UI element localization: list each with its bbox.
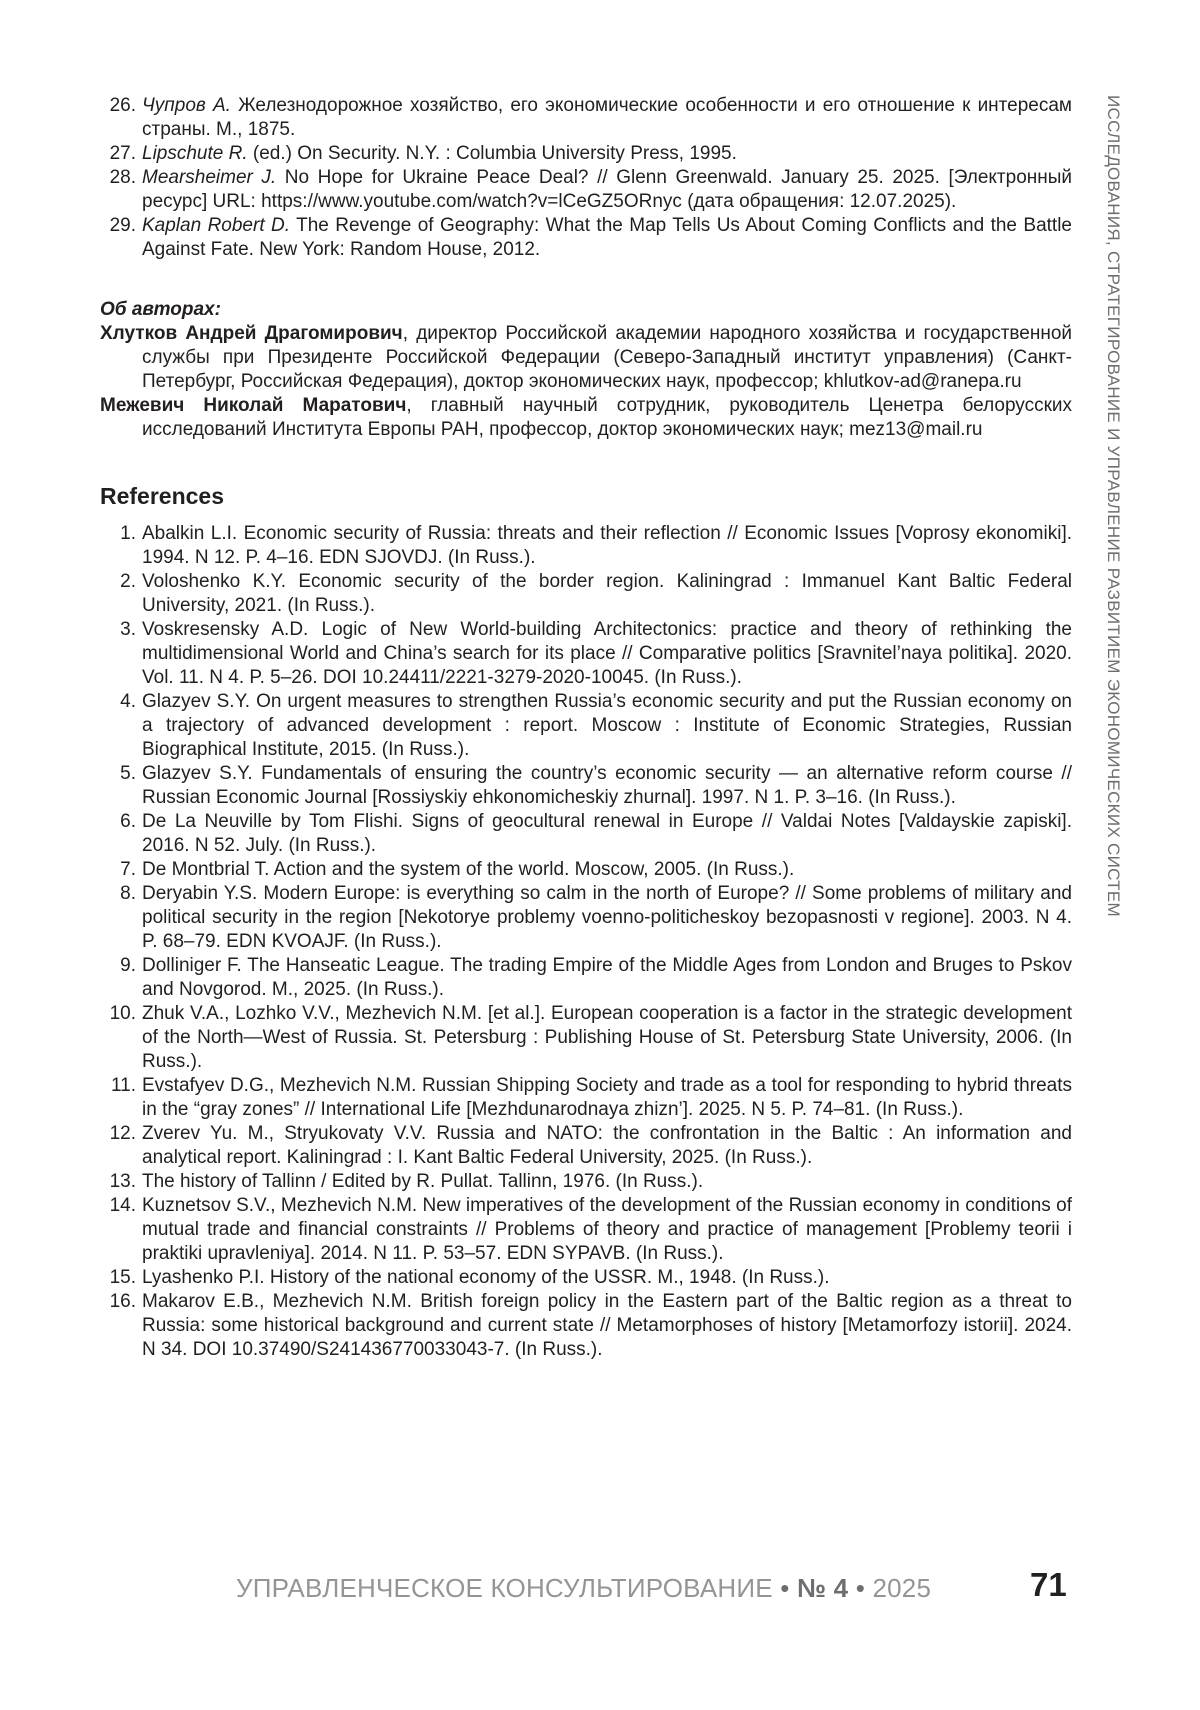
reference-number: 29. bbox=[109, 215, 136, 236]
list-item bbox=[100, 810, 1072, 858]
reference-text: Abalkin L.I. Economic security of Russia: threats and their reflection // Economic Issues [Voprosy ekonomiki]. 1994. N 12. P. 4–16. EDN SJOVDJ. (In Russ.). bbox=[142, 523, 1072, 568]
reference-text: Dolliniger F. The Hanseatic League. The trading Empire of the Middle Ages from London and Bruges to Pskov and Novgorod. M., 2025. (In Russ.). bbox=[142, 955, 1072, 1000]
reference-text: Evstafyev D.G., Mezhevich N.M. Russian Shipping Society and trade as a tool for responding to hybrid threats in the “gray zones” // International Life [Mezhdunarodnaya zhizn’]. 2025. N 5. P. 74–81. (In Russ.). bbox=[142, 1075, 1072, 1120]
reference-number: 12. bbox=[109, 1123, 136, 1144]
page-content bbox=[100, 94, 1072, 1362]
reference-author: Lipschute R. bbox=[142, 143, 248, 164]
list-item bbox=[100, 1002, 1072, 1074]
list-item bbox=[100, 762, 1072, 810]
reference-text: The Revenge of Geography: What the Map Tells Us About Coming Conflicts and the Battle Against Fate. New York: Random House, 2012. bbox=[142, 215, 1072, 260]
side-section-title: ИССЛЕДОВАНИЯ, СТРАТЕГИРОВАНИЕ И УПРАВЛЕНИЕ РАЗВИТИЕМ ЭКОНОМИЧЕСКИХ СИСТЕМ bbox=[1104, 95, 1123, 917]
list-item bbox=[100, 1074, 1072, 1122]
reference-text: Deryabin Y.S. Modern Europe: is everything so calm in the north of Europe? // Some problems of military and political security in the region [Nekotorye problemy voenno-politicheskoy bezopasnosti v regione]. 2003. N 4. P. 68–79. EDN KVOAJF. (In Russ.). bbox=[142, 883, 1072, 952]
list-item bbox=[100, 1290, 1072, 1362]
list-item bbox=[100, 1266, 1072, 1290]
issue-number: № 4 bbox=[797, 1573, 849, 1603]
reference-text: Glazyev S.Y. On urgent measures to strengthen Russia’s economic security and put the Russian economy on a trajectory of advanced development : report. Moscow : Institute of Economic Strategies, Russian Biographical Institute, 2015. (In Russ.). bbox=[142, 691, 1072, 760]
reference-number: 28. bbox=[109, 167, 136, 188]
list-item bbox=[100, 166, 1072, 214]
reference-number: 10. bbox=[109, 1003, 136, 1024]
author-details: , главный научный сотрудник, руководитель Ценетра белорусских исследований Института Европы РАН, профессор, доктор экономических наук; mez13@mail.ru bbox=[142, 395, 1073, 440]
list-item bbox=[100, 94, 1072, 142]
reference-number: 8. bbox=[120, 883, 136, 904]
reference-author: Kaplan Robert D. bbox=[142, 215, 291, 236]
reference-text: Glazyev S.Y. Fundamentals of ensuring the country’s economic security — an alternative reform course // Russian Economic Journal [Rossiyskiy ehkonomicheskiy zhurnal]. 1997. N 1. P. 3–16. (In Russ.). bbox=[142, 763, 1072, 808]
list-item bbox=[100, 858, 1072, 882]
russian-reference-list bbox=[100, 94, 1072, 262]
reference-text: Железнодорожное хозяйство, его экономические особенности и его отношение к интересам страны. М., 1875. bbox=[142, 95, 1072, 140]
list-item bbox=[100, 214, 1072, 262]
reference-author: Mearsheimer J. bbox=[142, 167, 277, 188]
page-number: 71 bbox=[1030, 1566, 1067, 1603]
list-item bbox=[100, 690, 1072, 762]
reference-number: 14. bbox=[109, 1195, 136, 1216]
reference-number: 2. bbox=[120, 571, 136, 592]
separator-dot: • bbox=[855, 1573, 866, 1603]
reference-text: De La Neuville by Tom Flishi. Signs of geocultural renewal in Europe // Valdai Notes [Valdayskie zapiski]. 2016. N 52. July. (In Russ.). bbox=[142, 811, 1072, 856]
reference-text: Zverev Yu. M., Stryukovaty V.V. Russia and NATO: the confrontation in the Baltic : An information and analytical report. Kaliningrad : I. Kant Baltic Federal University, 2025. (In Russ.). bbox=[142, 1123, 1072, 1168]
reference-text: No Hope for Ukraine Peace Deal? // Glenn Greenwald. January 25. 2025. [Электронный ресурс] URL: https://www.youtube.com/watch?v=lCeGZ5ORnyc (дата обращения: 12.07.2025). bbox=[142, 167, 1073, 212]
separator-dot: • bbox=[780, 1573, 790, 1603]
reference-number: 27. bbox=[109, 143, 136, 164]
author-name: Хлутков Андрей Драгомирович bbox=[100, 323, 403, 344]
reference-number: 13. bbox=[109, 1171, 136, 1192]
list-item bbox=[100, 882, 1072, 954]
reference-number: 6. bbox=[120, 811, 136, 832]
author-bio bbox=[100, 394, 1072, 442]
reference-number: 16. bbox=[109, 1291, 136, 1312]
author-name: Межевич Николай Маратович bbox=[100, 395, 407, 416]
reference-number: 15. bbox=[109, 1267, 136, 1288]
reference-number: 1. bbox=[120, 523, 136, 544]
references-heading: References bbox=[100, 483, 225, 509]
reference-text: Lyashenko P.I. History of the national economy of the USSR. M., 1948. (In Russ.). bbox=[142, 1267, 830, 1288]
list-item bbox=[100, 570, 1072, 618]
reference-text: De Montbrial T. Action and the system of the world. Moscow, 2005. (In Russ.). bbox=[142, 859, 795, 880]
reference-number: 5. bbox=[120, 763, 136, 784]
issue-year: 2025 bbox=[872, 1573, 932, 1603]
reference-number: 4. bbox=[120, 691, 136, 712]
reference-text: (ed.) On Security. N.Y. : Columbia University Press, 1995. bbox=[252, 143, 737, 164]
list-item bbox=[100, 1194, 1072, 1266]
about-authors-heading: Об авторах: bbox=[100, 299, 221, 320]
list-item bbox=[100, 1170, 1072, 1194]
reference-number: 26. bbox=[109, 95, 136, 116]
reference-text: Voskresensky A.D. Logic of New World-building Architectonics: practice and theory of rethinking the multidimensional World and China’s search for its place // Comparative politics [Sravnitel’naya politika]. 2020. Vol. 11. N 4. P. 5–26. DOI 10.24411/2221-3279-2020-10045. (In Russ.). bbox=[142, 619, 1072, 688]
reference-text: Zhuk V.A., Lozhko V.V., Mezhevich N.M. [et al.]. European cooperation is a factor in the strategic development of the North—West of Russia. St. Petersburg : Publishing House of St. Petersburg State University, 2006. (In Russ.). bbox=[142, 1003, 1072, 1072]
reference-text: Kuznetsov S.V., Mezhevich N.M. New imperatives of the development of the Russian economy in conditions of mutual trade and financial constraints // Problems of theory and practice of management [Problemy teorii i praktiki upravleniya]. 2014. N 11. P. 53–57. EDN SYPAVB. (In Russ.). bbox=[142, 1195, 1072, 1264]
list-item bbox=[100, 954, 1072, 1002]
reference-text: Makarov E.B., Mezhevich N.M. British foreign policy in the Eastern part of the Baltic region as a threat to Russia: some historical background and current state // Metamorphoses of history [Metamorfozy istorii]. 2024. N 34. DOI 10.37490/S241436770033043-7. (In Russ.). bbox=[142, 1291, 1072, 1360]
author-details: , директор Российской академии народного хозяйства и государственной службы при Президенте Российской Федерации (Северо-Западный институт управления) (Санкт-Петербург, Российская Федерация), доктор экономических наук, профессор; khlutkov-ad@ranepa.ru bbox=[142, 323, 1073, 392]
reference-number: 3. bbox=[120, 619, 136, 640]
reference-number: 11. bbox=[110, 1075, 136, 1096]
author-bio bbox=[100, 322, 1072, 394]
reference-text: Voloshenko K.Y. Economic security of the border region. Kaliningrad : Immanuel Kant Baltic Federal University, 2021. (In Russ.). bbox=[142, 571, 1072, 616]
list-item bbox=[100, 618, 1072, 690]
reference-author: Чупров А. bbox=[142, 95, 231, 116]
reference-number: 7. bbox=[120, 859, 136, 880]
reference-text: The history of Tallinn / Edited by R. Pullat. Tallinn, 1976. (In Russ.). bbox=[142, 1171, 704, 1192]
journal-title: УПРАВЛЕНЧЕСКОЕ КОНСУЛЬТИРОВАНИЕ bbox=[236, 1573, 773, 1603]
references-list bbox=[100, 522, 1072, 1362]
list-item bbox=[100, 1122, 1072, 1170]
list-item bbox=[100, 522, 1072, 570]
list-item bbox=[100, 142, 1072, 166]
running-footer bbox=[236, 1573, 931, 1604]
reference-number: 9. bbox=[120, 955, 136, 976]
